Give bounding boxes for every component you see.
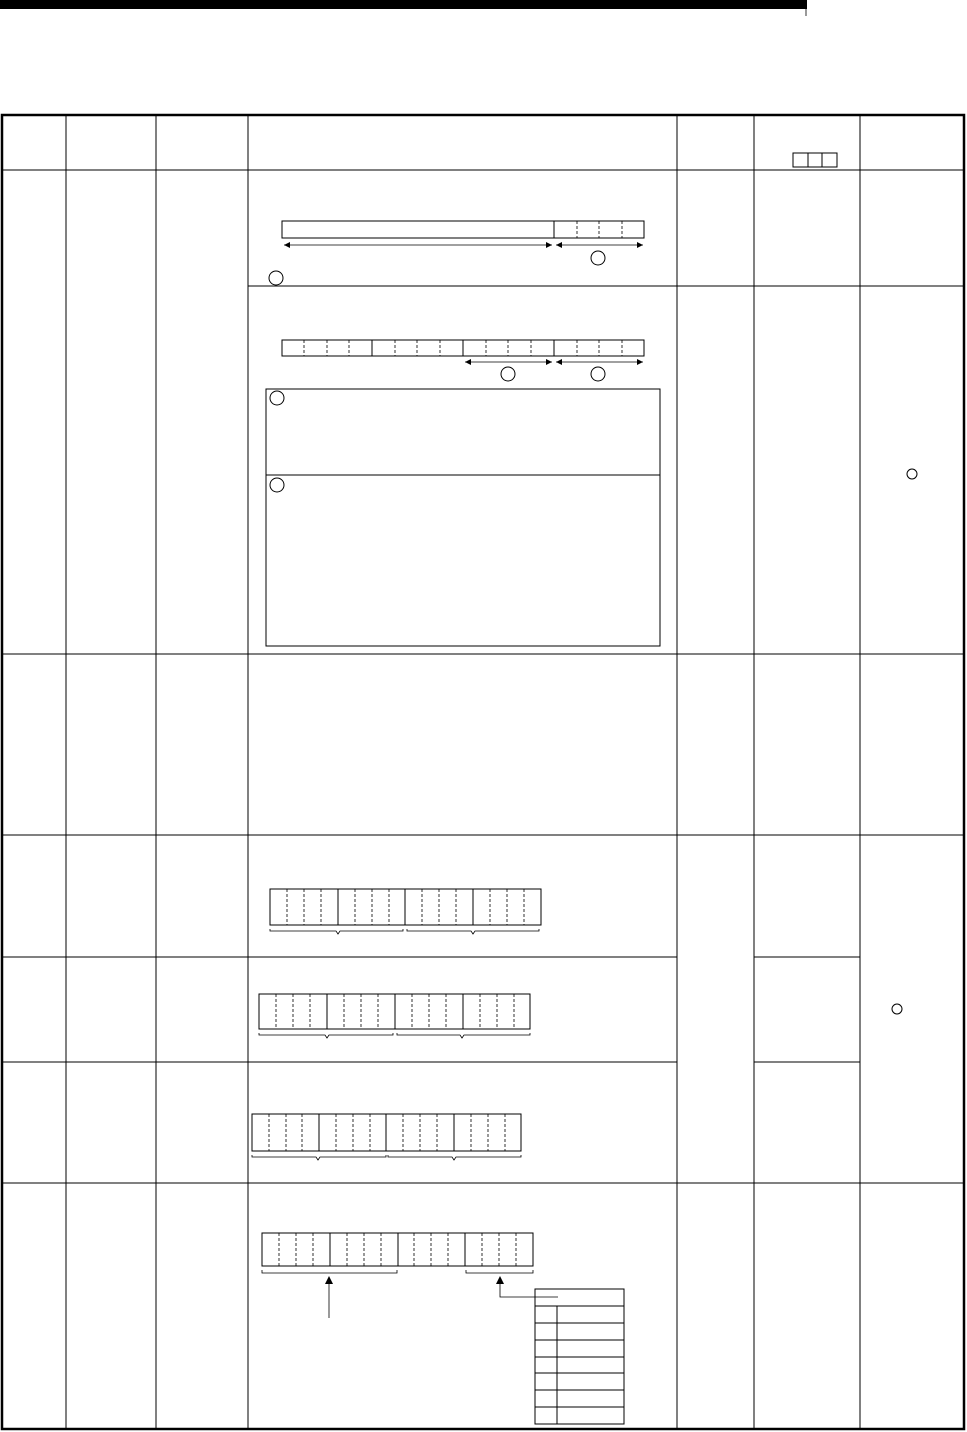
note-box bbox=[266, 389, 660, 646]
bit-field-1 bbox=[282, 221, 644, 248]
circle-marker-icon bbox=[907, 469, 917, 479]
column-dividers bbox=[66, 115, 860, 1429]
arrow-icon bbox=[325, 1276, 333, 1318]
circle-marker-icon bbox=[270, 391, 284, 405]
circle-marker-icon bbox=[591, 367, 605, 381]
row-separators bbox=[2, 286, 964, 1183]
bit-field-4 bbox=[259, 994, 530, 1038]
table-frame bbox=[2, 115, 964, 1429]
circle-marker-icon bbox=[501, 367, 515, 381]
header-bar bbox=[0, 0, 807, 9]
bit-field-3 bbox=[270, 889, 541, 934]
bit-field-5 bbox=[252, 1114, 521, 1160]
circle-marker-icon bbox=[269, 271, 283, 285]
lookup-table bbox=[535, 1289, 624, 1424]
circle-marker-icon bbox=[270, 478, 284, 492]
arrow-icon bbox=[496, 1276, 558, 1297]
bit-field-2 bbox=[282, 340, 644, 365]
three-box-icon bbox=[793, 153, 837, 167]
circle-marker-icon bbox=[892, 1004, 902, 1014]
bit-field-6 bbox=[262, 1233, 533, 1273]
circle-marker-icon bbox=[591, 251, 605, 265]
